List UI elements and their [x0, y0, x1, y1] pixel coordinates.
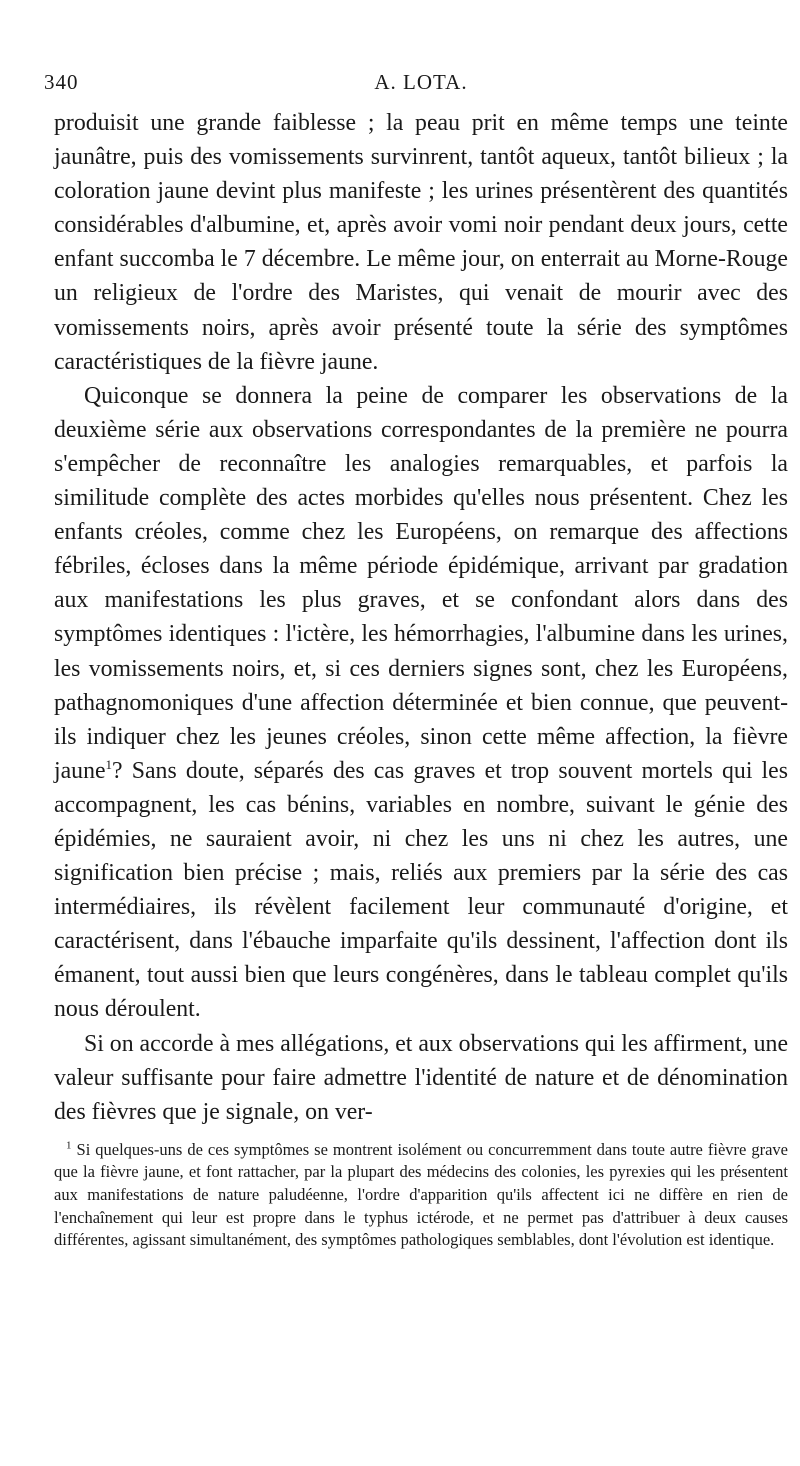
running-head [44, 62, 788, 106]
paragraph-allegations: Si on accorde à mes allégations, et aux observations qui les affirment, une valeur suffisante pour faire admettre l'identité de nature et de dénomination des fièvres que je signale, on ver- [54, 1030, 789, 1125]
body-text [54, 106, 788, 1129]
paragraph-continued: produisit une grande faiblesse ; la peau prit en même temps une teinte jaunâtre, puis des vomissements survinrent, tantôt aqueux, tantôt bilieux ; la coloration jaune devint plus manifeste ; les urines présentèrent des quantités considérables d'albumine, et, après avoir vomi noir pendant deux jours, cette enfant succomba le 7 décembre. Le même jour, on enterrait au Morne-Rouge un religieux de l'ordre des Maristes, qui venait de mourir avec des vomissements noirs, après avoir présenté toute la série des symptômes caractéristiques de la fièvre jaune. [54, 110, 788, 375]
paragraph-comparison-text-start: Quiconque se donnera la peine de comparer les observations de la deuxième série aux observations correspondantes de la première ne pourra s'empêcher de reconnaître les analogies remarquables, et parfois la similitude complète des actes morbides qu'elles nous présentent. Chez les enfants créoles, comme chez les Européens, on remarque des affections fébriles, écloses dans la même période épidémique, arrivant par gradation aux manifestations les plus graves, et se confondant alors dans des symptômes identiques : l'ictère, les hémorrhagies, l'albumine dans les urines, les vomissements noirs, et, si ces derniers signes sont, chez les Européens, pathagnomoniques d'une affection déterminée et bien connue, que peuvent-ils indiquer chez les jeunes créoles, sinon cette même affection, la fièvre jaune [54, 382, 788, 784]
footnote-text: Si quelques-uns de ces symptômes se montrent isolément ou concurremment dans toute autre fièvre grave que la fièvre jaune, et font rattacher, par la plupart des médecins des colonies, les pyrexies qui les présentent aux manifestations de nature paludéenne, l'ordre d'apparition qu'ils affectent ici ne diffère en rien de l'enchaînement qui leur est propre dans le typhus ictérode, et ne permet pas d'attribuer à deux causes différentes, agissant simultanément, des symptômes pathologiques semblables, dont l'évolution est identique. [54, 1139, 788, 1250]
paragraph-comparison [54, 379, 788, 1027]
footnote-marker: 1 [66, 1139, 72, 1152]
footnote [54, 1139, 788, 1252]
paragraph-comparison-text-end: ? Sans doute, séparés des cas graves et trop souvent mortels qui les accompagnent, les cas bénins, variables en nombre, suivant le génie des épidémies, ne sauraient avoir, ni chez les uns ni chez les autres, une signification bien précise ; mais, reliés aux premiers par la série des cas intermédiaires, ils révèlent facilement leur communauté d'origine, et caractérisent, dans l'ébauche imparfaite qu'ils dessinent, l'affection dont ils émanent, tout aussi bien que leurs congénères, dans le tableau complet qu'ils nous déroulent. [54, 757, 788, 1023]
book-page [44, 62, 789, 1452]
page-number: 340 [44, 70, 79, 94]
footnote-reference[interactable]: 1 [105, 756, 113, 772]
running-title: A. LOTA. [374, 70, 468, 94]
footnotes [54, 1139, 788, 1252]
